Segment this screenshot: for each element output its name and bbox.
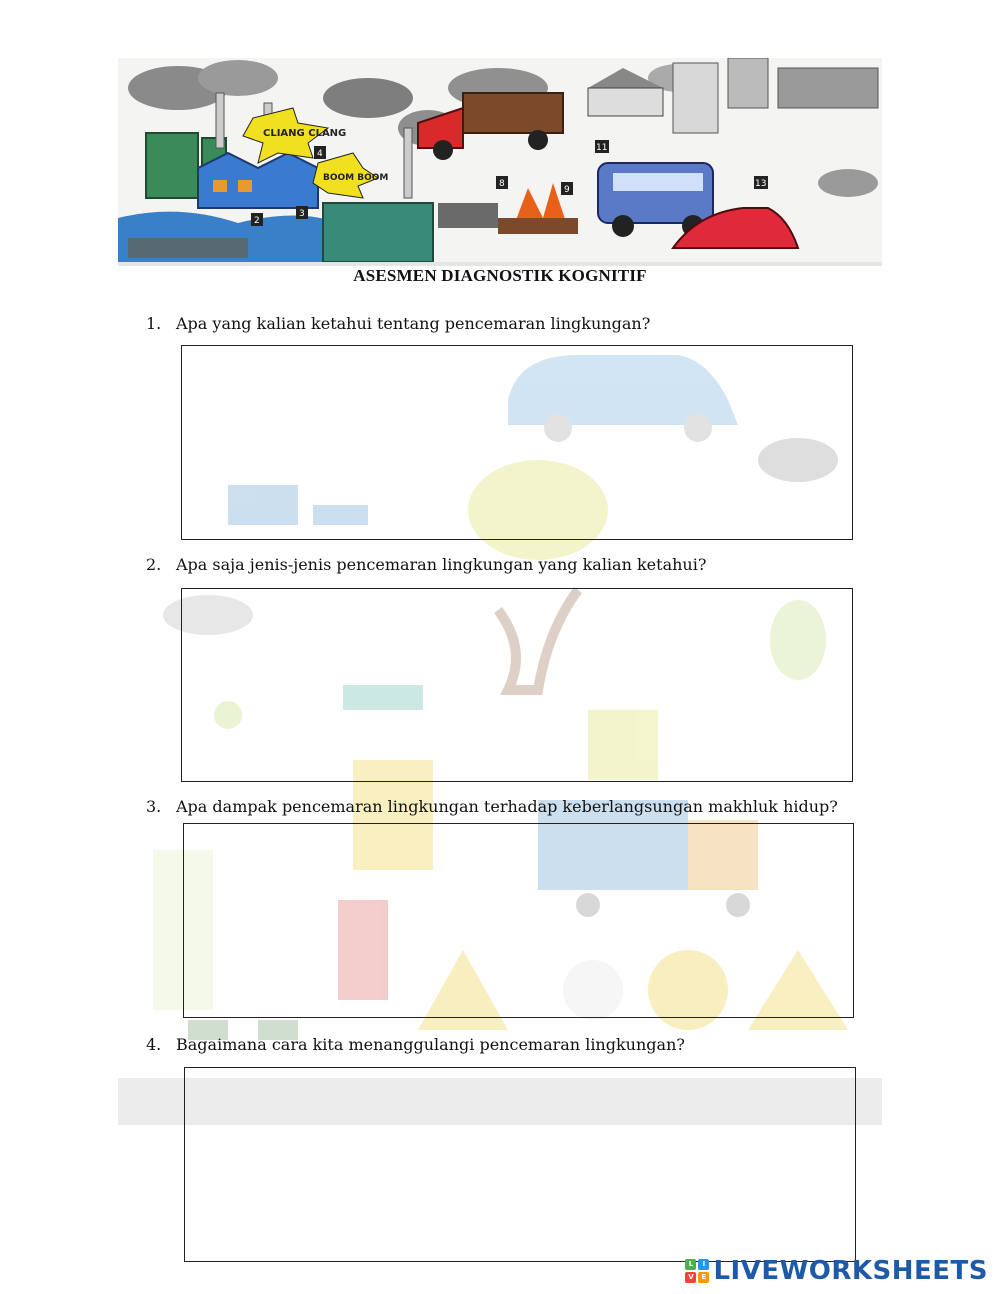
question-number: 4. [146,1035,162,1054]
liveworksheets-logo [685,1253,988,1289]
brand-name: LIVEWORKSHEETS [713,1256,988,1286]
icon-letter: I [698,1259,709,1270]
icon-letter: V [685,1272,696,1283]
answer-box-4[interactable] [184,1067,856,1262]
liveworksheets-icon [685,1259,709,1283]
marker-label: 4 [317,149,323,159]
marker-label: 11 [596,143,608,153]
icon-letter: L [685,1259,696,1270]
marker-label: 13 [755,179,767,189]
answer-box-3[interactable] [183,823,854,1018]
question-text: Apa yang kalian ketahui tentang pencemaran lingkungan? [176,314,651,333]
question-number: 1. [146,314,162,333]
question-3 [146,797,838,816]
sound-text-2: BOOM BOOM [323,173,389,183]
question-text: Bagaimana cara kita menanggulangi pencemaran lingkungan? [176,1035,685,1054]
icon-letter: E [698,1272,709,1283]
question-2 [146,555,706,574]
page-title: ASESMEN DIAGNOSTIK KOGNITIF [353,266,647,285]
answer-box-1[interactable] [181,345,853,540]
sound-text-1: CLIANG CLANG [263,128,347,139]
marker-label: 8 [499,179,505,189]
question-1 [146,314,650,333]
marker-label: 2 [254,216,260,226]
answer-box-2[interactable] [181,588,853,782]
marker-label: 3 [299,209,305,219]
question-text: Apa dampak pencemaran lingkungan terhadap keberlangsungan makhluk hidup? [176,797,838,816]
question-4 [146,1035,685,1054]
question-text: Apa saja jenis-jenis pencemaran lingkungan yang kalian ketahui? [176,555,707,574]
marker-label: 9 [564,185,570,195]
question-number: 2. [146,555,162,574]
pollution-banner-illustration [118,58,882,266]
question-number: 3. [146,797,162,816]
